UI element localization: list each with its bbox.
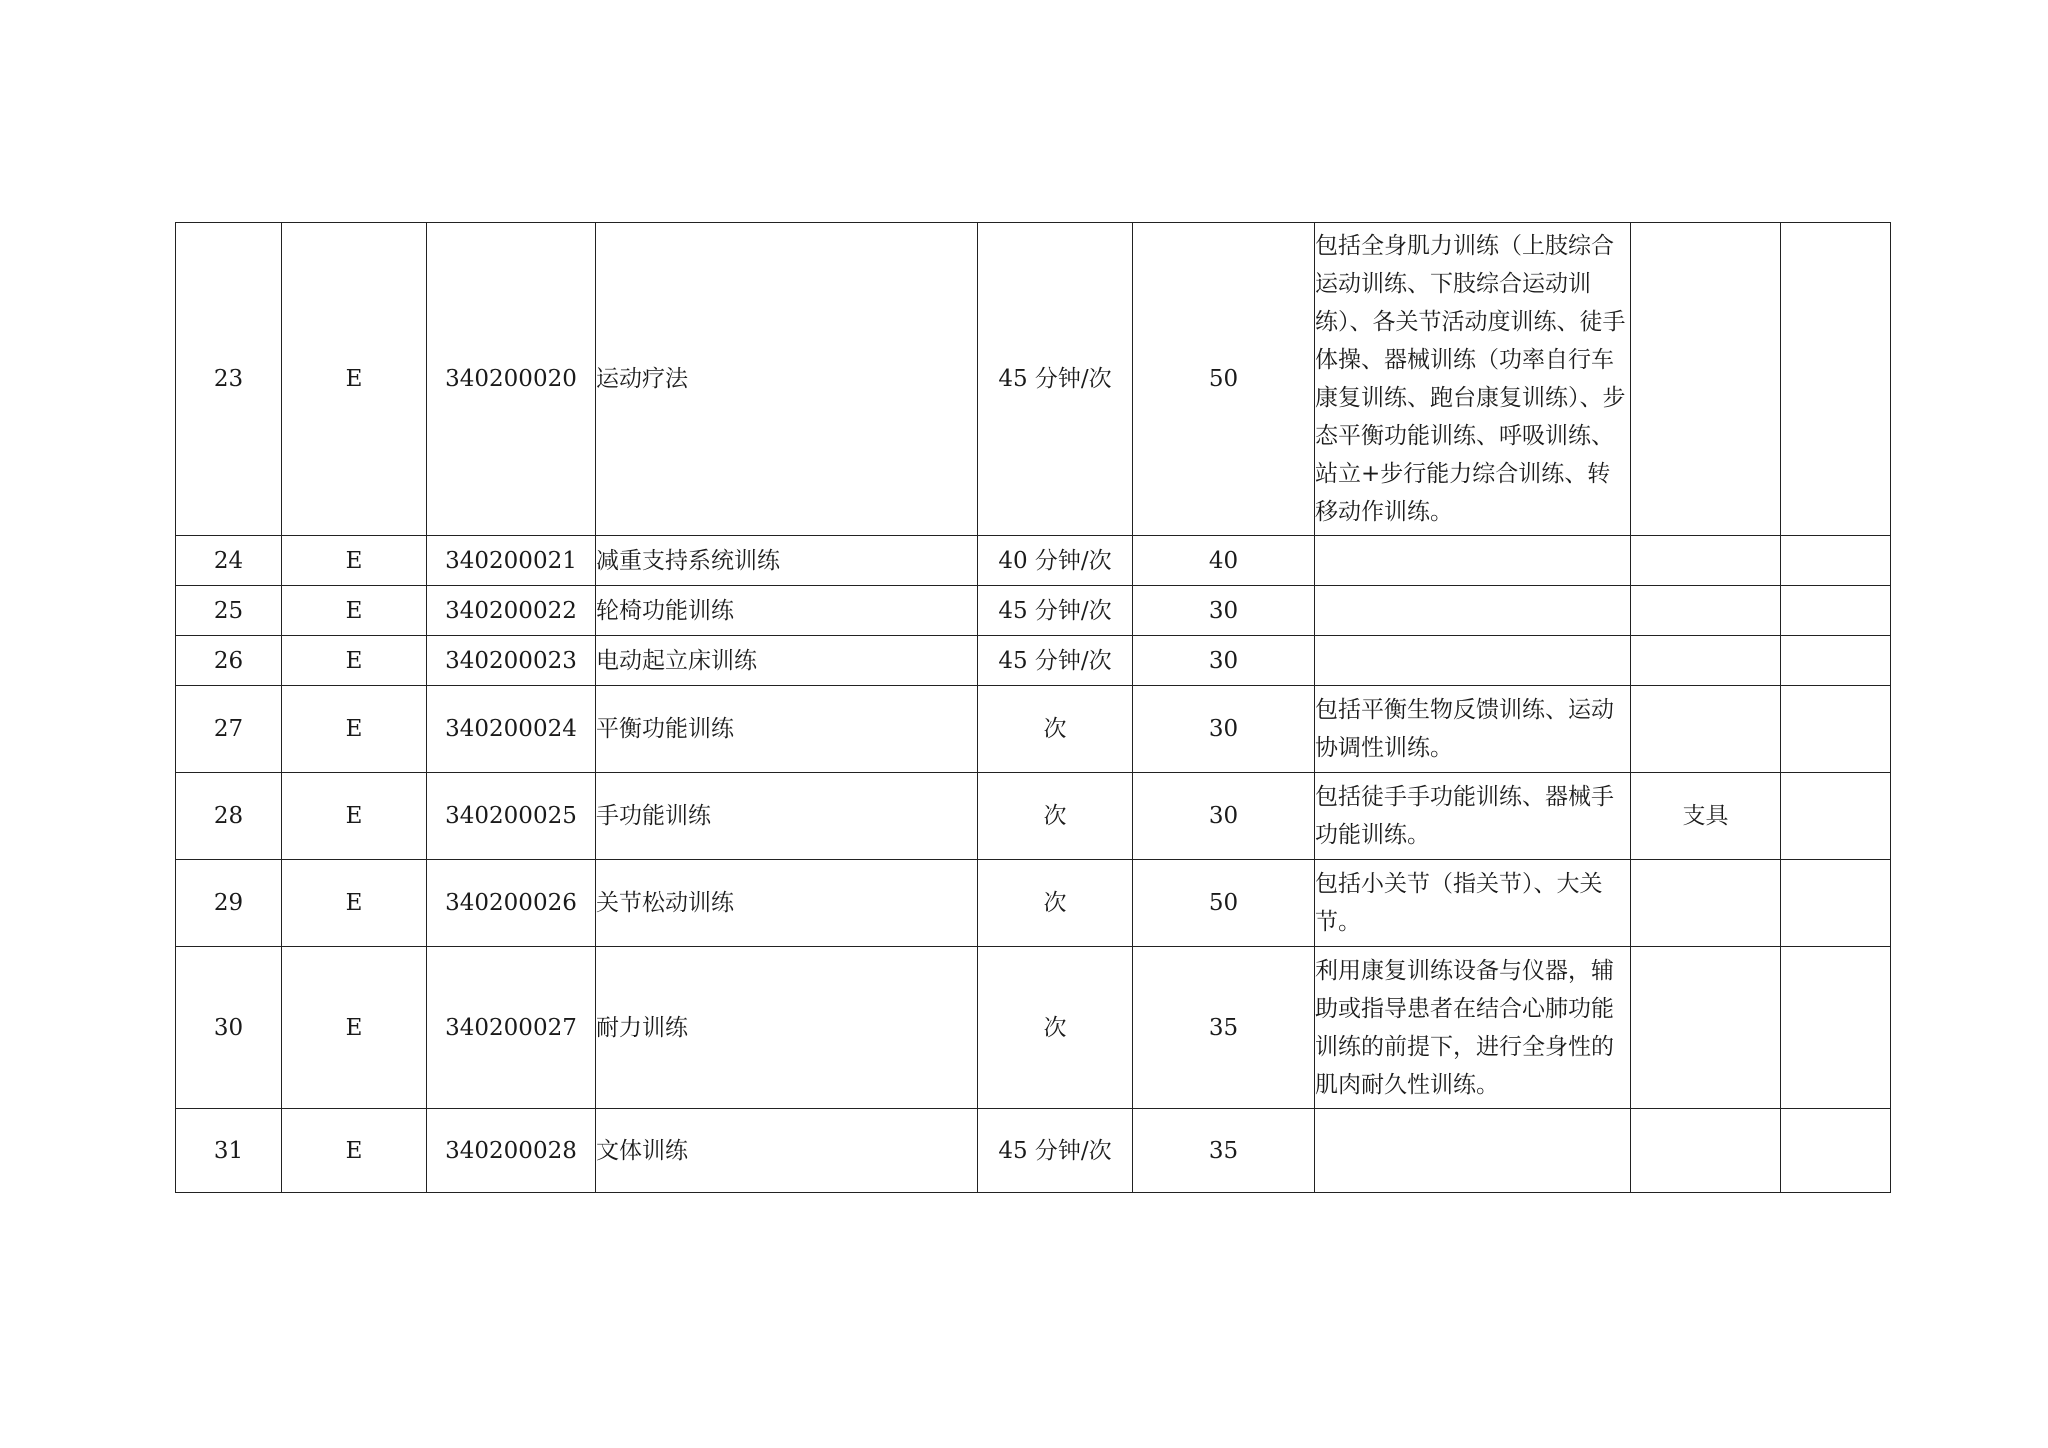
- unit-cell: 次: [978, 773, 1133, 860]
- excluded-cell: [1631, 536, 1781, 586]
- seq-cell: 27: [176, 686, 282, 773]
- price-cell: 30: [1133, 686, 1315, 773]
- excluded-cell: [1631, 1109, 1781, 1193]
- table-row: [176, 686, 1891, 773]
- unit-cell: 次: [978, 860, 1133, 947]
- unit-cell: 45 分钟/次: [978, 223, 1133, 536]
- table-row: [176, 947, 1891, 1109]
- class-cell: E: [282, 586, 427, 636]
- note-cell: [1315, 586, 1631, 636]
- price-cell: 35: [1133, 947, 1315, 1109]
- unit-cell: 45 分钟/次: [978, 636, 1133, 686]
- note-cell: [1315, 636, 1631, 686]
- unit-cell: 45 分钟/次: [978, 586, 1133, 636]
- table-row: [176, 586, 1891, 636]
- seq-cell: 25: [176, 586, 282, 636]
- class-cell: E: [282, 860, 427, 947]
- table-row: [176, 636, 1891, 686]
- seq-cell: 29: [176, 860, 282, 947]
- excluded-cell: 支具: [1631, 773, 1781, 860]
- excluded-cell: [1631, 586, 1781, 636]
- remark-cell: [1781, 586, 1891, 636]
- seq-cell: 31: [176, 1109, 282, 1193]
- unit-cell: 次: [978, 947, 1133, 1109]
- item-name-cell: 运动疗法: [596, 223, 978, 536]
- code-cell: 340200023: [427, 636, 596, 686]
- item-name-cell: 平衡功能训练: [596, 686, 978, 773]
- unit-cell: 40 分钟/次: [978, 536, 1133, 586]
- class-cell: E: [282, 773, 427, 860]
- item-name-cell: 电动起立床训练: [596, 636, 978, 686]
- remark-cell: [1781, 223, 1891, 536]
- item-name-cell: 耐力训练: [596, 947, 978, 1109]
- seq-cell: 30: [176, 947, 282, 1109]
- table-row: [176, 773, 1891, 860]
- note-cell: 包括全身肌力训练（上肢综合运动训练、下肢综合运动训练）、各关节活动度训练、徒手体操、器械训练（功率自行车康复训练、跑台康复训练）、步态平衡功能训练、呼吸训练、站立+步行能力综合训练、转移动作训练。: [1315, 223, 1631, 536]
- remark-cell: [1781, 636, 1891, 686]
- excluded-cell: [1631, 947, 1781, 1109]
- seq-cell: 24: [176, 536, 282, 586]
- price-cell: 30: [1133, 586, 1315, 636]
- code-cell: 340200025: [427, 773, 596, 860]
- table-row: [176, 223, 1891, 536]
- note-cell: 利用康复训练设备与仪器，辅助或指导患者在结合心肺功能训练的前提下，进行全身性的肌肉耐久性训练。: [1315, 947, 1631, 1109]
- seq-cell: 26: [176, 636, 282, 686]
- table-row: [176, 536, 1891, 586]
- code-cell: 340200026: [427, 860, 596, 947]
- note-cell: [1315, 536, 1631, 586]
- item-name-cell: 减重支持系统训练: [596, 536, 978, 586]
- code-cell: 340200028: [427, 1109, 596, 1193]
- unit-cell: 次: [978, 686, 1133, 773]
- excluded-cell: [1631, 686, 1781, 773]
- code-cell: 340200024: [427, 686, 596, 773]
- item-name-cell: 轮椅功能训练: [596, 586, 978, 636]
- price-cell: 50: [1133, 223, 1315, 536]
- note-cell: 包括小关节（指关节）、大关节。: [1315, 860, 1631, 947]
- item-name-cell: 文体训练: [596, 1109, 978, 1193]
- class-cell: E: [282, 636, 427, 686]
- price-cell: 35: [1133, 1109, 1315, 1193]
- class-cell: E: [282, 536, 427, 586]
- excluded-cell: [1631, 636, 1781, 686]
- note-cell: [1315, 1109, 1631, 1193]
- remark-cell: [1781, 773, 1891, 860]
- price-cell: 40: [1133, 536, 1315, 586]
- excluded-cell: [1631, 860, 1781, 947]
- seq-cell: 28: [176, 773, 282, 860]
- unit-cell: 45 分钟/次: [978, 1109, 1133, 1193]
- note-cell: 包括徒手手功能训练、器械手功能训练。: [1315, 773, 1631, 860]
- note-cell: 包括平衡生物反馈训练、运动协调性训练。: [1315, 686, 1631, 773]
- item-name-cell: 手功能训练: [596, 773, 978, 860]
- code-cell: 340200020: [427, 223, 596, 536]
- class-cell: E: [282, 947, 427, 1109]
- seq-cell: 23: [176, 223, 282, 536]
- price-cell: 50: [1133, 860, 1315, 947]
- excluded-cell: [1631, 223, 1781, 536]
- class-cell: E: [282, 223, 427, 536]
- class-cell: E: [282, 1109, 427, 1193]
- remark-cell: [1781, 686, 1891, 773]
- remark-cell: [1781, 1109, 1891, 1193]
- item-name-cell: 关节松动训练: [596, 860, 978, 947]
- code-cell: 340200021: [427, 536, 596, 586]
- table-row: [176, 860, 1891, 947]
- fee-table: [175, 222, 1891, 1193]
- remark-cell: [1781, 536, 1891, 586]
- remark-cell: [1781, 860, 1891, 947]
- price-cell: 30: [1133, 773, 1315, 860]
- class-cell: E: [282, 686, 427, 773]
- price-cell: 30: [1133, 636, 1315, 686]
- table-row: [176, 1109, 1891, 1193]
- code-cell: 340200022: [427, 586, 596, 636]
- remark-cell: [1781, 947, 1891, 1109]
- code-cell: 340200027: [427, 947, 596, 1109]
